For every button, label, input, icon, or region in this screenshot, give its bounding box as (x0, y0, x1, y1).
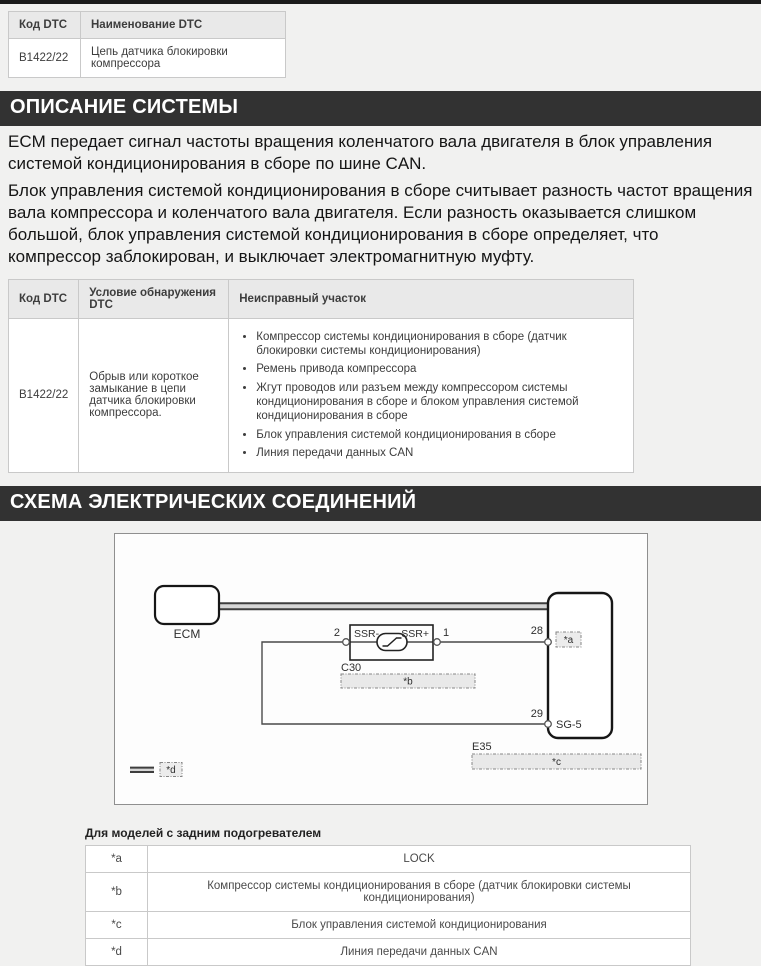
ssr-plus-label: SSR+ (401, 627, 429, 640)
dtc-code-value: B1422/22 (9, 39, 81, 78)
description-paragraph-1: ECM передает сигнал частоты вращения коленчатого вала двигателя в блок управления системой кондиционирования в сборе по шине CAN. (8, 132, 713, 174)
pin-28-label: 28 (530, 624, 543, 637)
note-value: Компрессор системы кондиционирования в сборе (датчик блокировки системы кондиционирования) (148, 872, 691, 911)
note-key: *d (86, 938, 148, 965)
note-a-label: *a (563, 634, 574, 646)
connector-pin-1 (434, 638, 441, 645)
detect-area-cell (229, 318, 634, 472)
section-title-wiring: СХЕМА ЭЛЕКТРИЧЕСКИХ СОЕДИНЕНИЙ (0, 486, 761, 521)
note-c-label: *c (552, 756, 561, 768)
dtc-detection-table (8, 279, 634, 473)
can-bus-line (219, 602, 548, 609)
wiring-diagram (114, 533, 648, 805)
ecm-label: ECM (173, 626, 201, 641)
dtc-name-value: Цепь датчика блокировки компрессора (81, 39, 286, 78)
top-divider-bar (0, 0, 761, 4)
fault-area-item: • Компрессор системы кондиционирования в сборе (датчик блокировки системы кондиционирования) (256, 330, 623, 359)
table-header-row (9, 279, 634, 318)
table-header-row (9, 12, 286, 39)
diagram-note-table (85, 845, 691, 966)
note-key: *c (86, 911, 148, 938)
table-row (9, 318, 634, 472)
connector-e35-label: E35 (472, 740, 492, 753)
note-value: Линия передачи данных CAN (148, 938, 691, 965)
can-legend-symbol (130, 767, 154, 772)
connector-pin-29 (545, 720, 552, 727)
table-row (86, 872, 691, 911)
note-value: LOCK (148, 845, 691, 872)
fault-area-list (239, 330, 623, 461)
note-key: *b (86, 872, 148, 911)
detect-condition-header: Условие обнаружения DTC (79, 279, 229, 318)
fault-area-item: • Линия передачи данных CAN (256, 446, 623, 460)
pin-1-label: 1 (443, 626, 450, 639)
ssr-minus-label: SSR- (354, 627, 380, 640)
fault-area-item: • Ремень привода компрессора (256, 362, 623, 376)
note-value: Блок управления системой кондиционирования (148, 911, 691, 938)
sg5-label: SG-5 (556, 718, 582, 731)
section-title-description: ОПИСАНИЕ СИСТЕМЫ (0, 91, 761, 126)
detect-area-header: Неисправный участок (229, 279, 634, 318)
table-row (86, 938, 691, 965)
table-row (86, 911, 691, 938)
connector-pin-28 (545, 638, 552, 645)
ac-control-unit-box (548, 593, 612, 738)
fault-area-item: • Жгут проводов или разъем между компрессором системы кондиционирования в сборе и блоком управления системой кондиционирования в сборе (256, 381, 623, 424)
connector-pin-2 (343, 638, 350, 645)
dtc-name-header: Наименование DTC (81, 12, 286, 39)
note-b-label: *b (403, 676, 413, 688)
fault-area-item: • Блок управления системой кондиционирования в сборе (256, 428, 623, 442)
detect-code-value: B1422/22 (9, 318, 79, 472)
detect-condition-value: Обрыв или короткое замыкание в цепи датчика блокировки компрессора. (79, 318, 229, 472)
ecm-box (155, 586, 219, 624)
dtc-code-header: Код DTC (9, 12, 81, 39)
table-row (9, 39, 286, 78)
description-paragraph-2: Блок управления системой кондиционирования в сборе считывает разность частот вращения вала компрессора и коленчатого вала двигателя. Если разность оказывается слишком большой, блок управления системой кондиционирования в сборе определяет, что компрессор заблокирован, и выключает электромагнитную муфту. (8, 181, 753, 267)
pin-29-label: 29 (530, 707, 543, 720)
dtc-code-table (8, 11, 286, 78)
detect-code-header: Код DTC (9, 279, 79, 318)
pin-2-label: 2 (333, 626, 340, 639)
wiring-diagram-svg (115, 534, 649, 806)
note-key: *a (86, 845, 148, 872)
table-row (86, 845, 691, 872)
connector-c30-label: C30 (341, 661, 362, 674)
note-d-label: *d (166, 764, 176, 776)
legend-caption: Для моделей с задним подогревателем (85, 825, 322, 840)
